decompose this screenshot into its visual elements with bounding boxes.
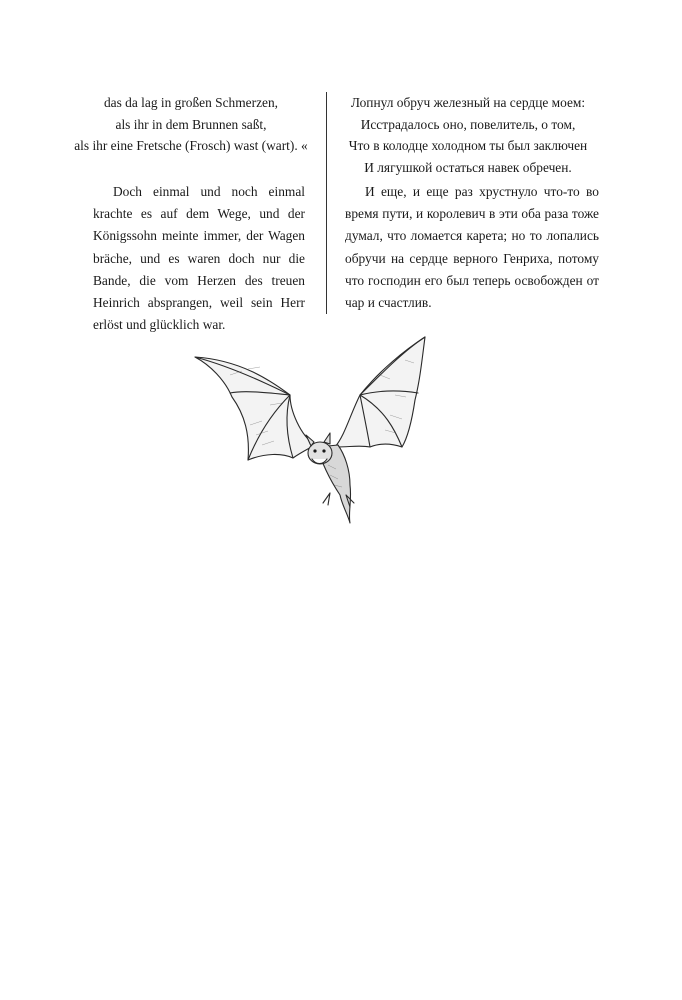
right-verse-line-4: И лягушкой остаться навек обречен. bbox=[364, 159, 572, 175]
left-verse-line-3: als ihr eine Fretsche (Frosch) wast (wart). « bbox=[74, 138, 308, 153]
right-prose-paragraph: И еще, и еще раз хрустнуло что-то во время пути, и королевич в эти оба раза тоже думал, что ломается карета; но то лопались обручи на сердце верного Генриха, потому что господин его был теперь освобожден от чар и счастлив. bbox=[345, 184, 599, 311]
bat-illustration-icon bbox=[190, 335, 450, 530]
right-verse-line-2: Исстрадалось оно, повелитель, о том, bbox=[360, 116, 576, 132]
left-verse-line-1: das da lag in großen Schmerzen, bbox=[103, 95, 279, 110]
right-verse bbox=[338, 92, 598, 178]
column-divider bbox=[326, 92, 327, 314]
left-verse bbox=[72, 92, 310, 157]
right-verse-line-1: Лопнул обруч железный на сердце моем: bbox=[350, 95, 586, 110]
left-verse-line-2: als ihr in dem Brunnen saßt, bbox=[115, 116, 267, 132]
right-verse-line-3: Что в колодце холодном ты был заключен bbox=[348, 138, 588, 153]
left-prose-paragraph: Doch einmal und noch einmal krachte es auf dem Wege, und der Königssohn meinte immer, der Wagen bräche, und es waren doch nur die Bande, die vom Herzen des treuen Heinrich absprangen, weil sein Herr erlöst und glücklich war. bbox=[93, 184, 305, 333]
